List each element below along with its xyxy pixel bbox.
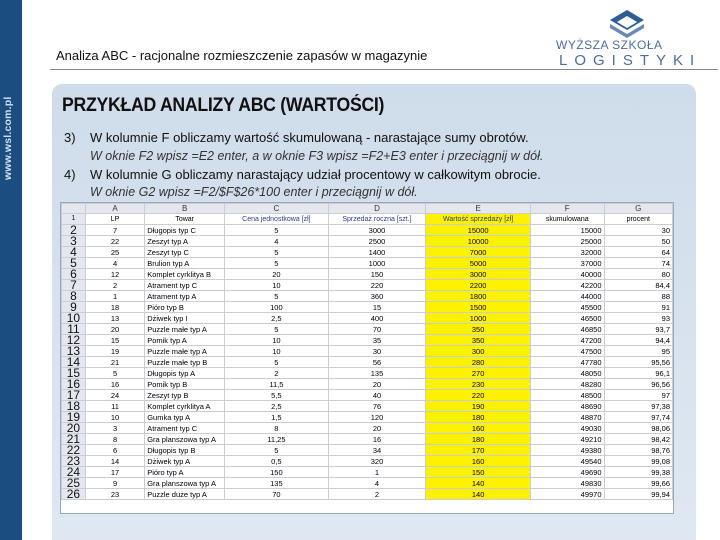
table-cell[interactable]: Atrament typ A — [145, 291, 225, 302]
table-row — [62, 335, 673, 346]
table-cell[interactable]: 74 — [604, 258, 672, 269]
column-letter[interactable]: A — [85, 204, 144, 214]
table-cell[interactable]: 4 — [328, 478, 426, 489]
table-cell[interactable]: 49030 — [530, 423, 604, 434]
table-cell[interactable]: 32000 — [530, 247, 604, 258]
row-number[interactable]: 21 — [62, 434, 86, 445]
table-cell[interactable]: Puzzle duże typ A — [145, 489, 225, 500]
row-number[interactable]: 5 — [62, 258, 86, 269]
row-number[interactable]: 3 — [62, 236, 86, 247]
row-number[interactable]: 20 — [62, 423, 86, 434]
table-row — [62, 456, 673, 467]
table-cell[interactable]: 230 — [426, 379, 531, 390]
table-cell[interactable]: 50 — [604, 236, 672, 247]
table-cell[interactable]: 3 — [85, 423, 144, 434]
step-4-instruction: W oknie G2 wpisz =F2/$F$26*100 enter i przeciągnij w dół. — [90, 185, 418, 199]
table-cell[interactable]: 1000 — [426, 313, 531, 324]
logo-mark-icon — [610, 10, 644, 40]
table-cell[interactable]: 20 — [85, 324, 144, 335]
table-cell[interactable]: 25 — [85, 247, 144, 258]
table-row — [62, 368, 673, 379]
table-cell[interactable]: 5 — [225, 225, 329, 236]
table-row — [62, 467, 673, 478]
table-cell[interactable]: 97,38 — [604, 401, 672, 412]
table-row — [62, 412, 673, 423]
column-letters-row — [62, 204, 673, 214]
table-cell[interactable]: 48690 — [530, 401, 604, 412]
table-row — [62, 236, 673, 247]
table-cell[interactable]: 20 — [328, 423, 426, 434]
table-cell[interactable]: 16 — [85, 379, 144, 390]
table-cell[interactable]: 5 — [225, 258, 329, 269]
table-cell[interactable]: 99,66 — [604, 478, 672, 489]
table-cell[interactable]: 91 — [604, 302, 672, 313]
table-cell[interactable]: 15000 — [426, 225, 531, 236]
table-cell[interactable]: 99,38 — [604, 467, 672, 478]
table-cell[interactable]: 47200 — [530, 335, 604, 346]
table-cell[interactable]: 99,08 — [604, 456, 672, 467]
table-cell[interactable]: 45500 — [530, 302, 604, 313]
row-number[interactable]: 16 — [62, 379, 86, 390]
logo-text-top: WYŻSZA SZKOŁA — [556, 38, 663, 52]
page-title: Analiza ABC - racjonalne rozmieszczenie zapasów w magazynie — [56, 48, 428, 63]
table-cell[interactable]: 49380 — [530, 445, 604, 456]
table-cell[interactable]: 100 — [225, 302, 329, 313]
table-cell[interactable]: 10000 — [426, 236, 531, 247]
table-cell[interactable]: 80 — [604, 269, 672, 280]
row-number[interactable]: 11 — [62, 324, 86, 335]
table-cell[interactable]: 120 — [328, 412, 426, 423]
table-cell[interactable]: 1400 — [328, 247, 426, 258]
table-cell[interactable]: Komplet cyrklitya B — [145, 269, 225, 280]
table-cell[interactable]: 12 — [85, 269, 144, 280]
table-cell[interactable]: 16 — [328, 434, 426, 445]
column-letter[interactable] — [62, 204, 86, 214]
table-cell[interactable]: Pomik typ B — [145, 379, 225, 390]
table-cell[interactable]: 99,94 — [604, 489, 672, 500]
table-cell[interactable]: Pomik typ A — [145, 335, 225, 346]
table-cell[interactable]: 3000 — [328, 225, 426, 236]
table-cell[interactable]: 34 — [328, 445, 426, 456]
table-cell[interactable]: 10 — [225, 335, 329, 346]
table-cell[interactable]: 48500 — [530, 390, 604, 401]
table-cell[interactable]: 2200 — [426, 280, 531, 291]
table-row — [62, 357, 673, 368]
table-cell[interactable]: 140 — [426, 489, 531, 500]
table-cell[interactable]: 15 — [328, 302, 426, 313]
table-cell[interactable]: 400 — [328, 313, 426, 324]
table-cell[interactable]: 4 — [225, 236, 329, 247]
table-cell[interactable]: 49830 — [530, 478, 604, 489]
table-row — [62, 291, 673, 302]
table-cell[interactable]: 19 — [85, 346, 144, 357]
table-cell[interactable]: 160 — [426, 423, 531, 434]
row-number[interactable]: 22 — [62, 445, 86, 456]
table-cell[interactable]: 1500 — [426, 302, 531, 313]
table-cell[interactable]: 40 — [328, 390, 426, 401]
table-cell[interactable]: 46850 — [530, 324, 604, 335]
header-cell[interactable]: Wartość sprzedaży [zł] — [426, 214, 531, 225]
table-cell[interactable]: 1 — [328, 467, 426, 478]
column-letter[interactable]: F — [530, 204, 604, 214]
row-number[interactable]: 12 — [62, 335, 86, 346]
table-cell[interactable]: 150 — [426, 467, 531, 478]
table-cell[interactable]: 23 — [85, 489, 144, 500]
table-cell[interactable]: 98,76 — [604, 445, 672, 456]
step-3-number: 3) — [64, 130, 76, 145]
school-logo — [556, 10, 706, 68]
table-cell[interactable]: 20 — [328, 379, 426, 390]
table-cell[interactable]: 40000 — [530, 269, 604, 280]
row-number[interactable]: 25 — [62, 478, 86, 489]
table-cell[interactable]: 135 — [225, 478, 329, 489]
column-letter[interactable]: D — [328, 204, 426, 214]
table-cell[interactable]: 5 — [85, 368, 144, 379]
table-cell[interactable]: 94,4 — [604, 335, 672, 346]
table-row — [62, 302, 673, 313]
step-4-text: W kolumnie G obliczamy narastający udział procentowy w całkowitym obrocie. — [90, 167, 541, 182]
table-row — [62, 324, 673, 335]
table-cell[interactable]: 30 — [328, 346, 426, 357]
table-cell[interactable]: 8 — [85, 434, 144, 445]
table-cell[interactable]: Gra planszowa typ A — [145, 478, 225, 489]
table-cell[interactable]: 1000 — [328, 258, 426, 269]
row-number[interactable]: 6 — [62, 269, 86, 280]
table-cell[interactable]: Gra planszowa typ A — [145, 434, 225, 445]
table-cell[interactable]: Dżiwek typ I — [145, 313, 225, 324]
row-number[interactable]: 13 — [62, 346, 86, 357]
header-cell[interactable]: Sprzedaż roczna [szt.] — [328, 214, 426, 225]
table-row — [62, 379, 673, 390]
table-cell[interactable]: 76 — [328, 401, 426, 412]
row-number[interactable]: 10 — [62, 313, 86, 324]
table-cell[interactable]: 35 — [328, 335, 426, 346]
table-cell[interactable]: 20 — [225, 269, 329, 280]
table-cell[interactable]: 48280 — [530, 379, 604, 390]
table-cell[interactable]: 5 — [225, 357, 329, 368]
table-cell[interactable]: 70 — [328, 324, 426, 335]
table-cell[interactable]: 180 — [426, 412, 531, 423]
table-cell[interactable]: 9 — [85, 478, 144, 489]
table-cell[interactable]: 97,74 — [604, 412, 672, 423]
table-cell[interactable]: 160 — [426, 456, 531, 467]
table-cell[interactable]: 360 — [328, 291, 426, 302]
table-cell[interactable]: Komplet cyrklitya A — [145, 401, 225, 412]
step-3-text: W kolumnie F obliczamy wartość skumulowaną - narastające sumy obrotów. — [90, 130, 529, 145]
table-cell[interactable]: Pióro typ A — [145, 467, 225, 478]
table-cell[interactable]: 93,7 — [604, 324, 672, 335]
table-cell[interactable]: 350 — [426, 324, 531, 335]
table-cell[interactable]: 2 — [328, 489, 426, 500]
table-cell[interactable]: 98,06 — [604, 423, 672, 434]
table-cell[interactable]: 17 — [85, 467, 144, 478]
table-cell[interactable]: 49540 — [530, 456, 604, 467]
row-number[interactable]: 7 — [62, 280, 86, 291]
table-cell[interactable]: 135 — [328, 368, 426, 379]
table-cell[interactable]: 1 — [85, 291, 144, 302]
table-cell[interactable]: 10 — [225, 280, 329, 291]
table-cell[interactable]: 6 — [85, 445, 144, 456]
row-number[interactable]: 8 — [62, 291, 86, 302]
table-cell[interactable]: 3000 — [426, 269, 531, 280]
table-cell[interactable]: 280 — [426, 357, 531, 368]
table-row — [62, 346, 673, 357]
table-row — [62, 401, 673, 412]
row-number[interactable]: 24 — [62, 467, 86, 478]
table-cell[interactable]: Długopis typ B — [145, 445, 225, 456]
column-letter[interactable]: C — [225, 204, 329, 214]
header-cell[interactable]: Towar — [145, 214, 225, 225]
table-cell[interactable]: 15000 — [530, 225, 604, 236]
table-cell[interactable]: 7 — [85, 225, 144, 236]
table-cell[interactable]: 300 — [426, 346, 531, 357]
table-cell[interactable]: 56 — [328, 357, 426, 368]
table-cell[interactable]: 320 — [328, 456, 426, 467]
table-cell[interactable]: 2500 — [328, 236, 426, 247]
table-cell[interactable]: Długopis typ C — [145, 225, 225, 236]
table-cell[interactable]: Pióro typ B — [145, 302, 225, 313]
slide-heading: PRZYKŁAD ANALIZY ABC (WARTOŚCI) — [62, 95, 385, 116]
table-cell[interactable]: Gumka typ A — [145, 412, 225, 423]
table-cell[interactable]: Długopis typ A — [145, 368, 225, 379]
table-cell[interactable]: 95,56 — [604, 357, 672, 368]
table-cell[interactable]: Atrament typ C — [145, 423, 225, 434]
table-cell[interactable]: 2 — [225, 368, 329, 379]
row-number[interactable]: 9 — [62, 302, 86, 313]
header-divider — [50, 69, 718, 70]
table-cell[interactable]: Zeszyt typ A — [145, 236, 225, 247]
table-cell[interactable]: 2,5 — [225, 313, 329, 324]
table-cell[interactable]: 2,5 — [225, 401, 329, 412]
table-row — [62, 434, 673, 445]
column-letter[interactable]: B — [145, 204, 225, 214]
table-cell[interactable]: Puzzle małe typ A — [145, 324, 225, 335]
table-cell[interactable]: 150 — [225, 467, 329, 478]
table-cell[interactable]: 48050 — [530, 368, 604, 379]
column-letter[interactable]: E — [426, 204, 531, 214]
table-row — [62, 489, 673, 500]
table-cell[interactable]: 0,5 — [225, 456, 329, 467]
spreadsheet — [60, 202, 674, 514]
table-cell[interactable]: 1,5 — [225, 412, 329, 423]
table-cell[interactable]: 220 — [426, 390, 531, 401]
row-number[interactable]: 18 — [62, 401, 86, 412]
table-row — [62, 225, 673, 236]
table-cell[interactable]: 13 — [85, 313, 144, 324]
table-cell[interactable]: 18 — [85, 302, 144, 313]
step-4-number: 4) — [64, 167, 76, 182]
table-cell[interactable]: 150 — [328, 269, 426, 280]
table-cell[interactable]: 93 — [604, 313, 672, 324]
table-cell[interactable]: 10 — [85, 412, 144, 423]
row-number[interactable]: 19 — [62, 412, 86, 423]
row-number[interactable]: 14 — [62, 357, 86, 368]
side-brand-strip: www.wsl.com.pl — [0, 0, 22, 540]
table-cell[interactable]: 270 — [426, 368, 531, 379]
table-cell[interactable]: 5,5 — [225, 390, 329, 401]
table-cell[interactable]: 22 — [85, 236, 144, 247]
table-cell[interactable]: 47780 — [530, 357, 604, 368]
table-cell[interactable]: 25000 — [530, 236, 604, 247]
table-cell[interactable]: 42200 — [530, 280, 604, 291]
logo-text-bottom: LOGISTYKI — [559, 52, 702, 69]
table-cell[interactable]: 4 — [85, 258, 144, 269]
table-cell[interactable]: 140 — [426, 478, 531, 489]
header-cell[interactable]: LP — [85, 214, 144, 225]
table-cell[interactable]: 5 — [225, 445, 329, 456]
table-cell[interactable]: Atrament typ C — [145, 280, 225, 291]
table-cell[interactable]: 190 — [426, 401, 531, 412]
header-cell[interactable]: skumulowana — [530, 214, 604, 225]
table-cell[interactable]: Zeszyt typ B — [145, 390, 225, 401]
table-cell[interactable]: 88 — [604, 291, 672, 302]
table-cell[interactable]: 49210 — [530, 434, 604, 445]
table-cell[interactable]: 11 — [85, 401, 144, 412]
row-number[interactable]: 15 — [62, 368, 86, 379]
table-cell[interactable]: 220 — [328, 280, 426, 291]
table-header-row — [62, 214, 673, 225]
row-number[interactable]: 2 — [62, 225, 86, 236]
table-row — [62, 258, 673, 269]
table-cell[interactable]: 48870 — [530, 412, 604, 423]
row-number[interactable]: 1 — [62, 214, 86, 225]
row-number[interactable]: 4 — [62, 247, 86, 258]
row-number[interactable]: 26 — [62, 489, 86, 500]
table-row — [62, 423, 673, 434]
table-cell[interactable]: 350 — [426, 335, 531, 346]
table-row — [62, 313, 673, 324]
table-row — [62, 269, 673, 280]
table-cell[interactable]: 96,56 — [604, 379, 672, 390]
step-3-instruction: W oknie F2 wpisz =E2 enter, a w oknie F3 wpisz =F2+E3 enter i przeciągnij w dół. — [90, 149, 544, 163]
table-row — [62, 445, 673, 456]
table-cell[interactable]: 11,25 — [225, 434, 329, 445]
table-cell[interactable]: 11,5 — [225, 379, 329, 390]
header-cell[interactable]: procent — [604, 214, 672, 225]
table-cell[interactable]: 7000 — [426, 247, 531, 258]
row-number[interactable]: 17 — [62, 390, 86, 401]
table-cell[interactable]: 96,1 — [604, 368, 672, 379]
table-cell[interactable]: 46500 — [530, 313, 604, 324]
table-cell[interactable]: 5 — [225, 247, 329, 258]
table-cell[interactable]: 15 — [85, 335, 144, 346]
table-cell[interactable]: 5 — [225, 324, 329, 335]
table-cell[interactable]: Brulion typ A — [145, 258, 225, 269]
table-cell[interactable]: 170 — [426, 445, 531, 456]
table-row — [62, 478, 673, 489]
table-cell[interactable]: 2 — [85, 280, 144, 291]
table-cell[interactable]: 98,42 — [604, 434, 672, 445]
table-row — [62, 390, 673, 401]
table-cell[interactable]: 70 — [225, 489, 329, 500]
abc-table — [61, 203, 673, 500]
table-cell[interactable]: 14 — [85, 456, 144, 467]
table-cell[interactable]: 64 — [604, 247, 672, 258]
table-cell[interactable]: Zeszyt typ C — [145, 247, 225, 258]
header-cell[interactable]: Cena jednostkowa [zł] — [225, 214, 329, 225]
row-number[interactable]: 23 — [62, 456, 86, 467]
table-cell[interactable]: 5 — [225, 291, 329, 302]
table-cell[interactable]: 1800 — [426, 291, 531, 302]
table-cell[interactable]: 37000 — [530, 258, 604, 269]
table-row — [62, 247, 673, 258]
table-cell[interactable]: 10 — [225, 346, 329, 357]
table-cell[interactable]: 95 — [604, 346, 672, 357]
table-cell[interactable]: 49690 — [530, 467, 604, 478]
table-cell[interactable]: Dżiwek typ A — [145, 456, 225, 467]
table-cell[interactable]: 30 — [604, 225, 672, 236]
table-cell[interactable]: 49970 — [530, 489, 604, 500]
column-letter[interactable]: G — [604, 204, 672, 214]
table-cell[interactable]: 84,4 — [604, 280, 672, 291]
table-cell[interactable]: Puzzle małe typ A — [145, 346, 225, 357]
table-cell[interactable]: 180 — [426, 434, 531, 445]
table-cell[interactable]: 47500 — [530, 346, 604, 357]
table-cell[interactable]: 21 — [85, 357, 144, 368]
table-cell[interactable]: 5000 — [426, 258, 531, 269]
table-cell[interactable]: 97 — [604, 390, 672, 401]
table-cell[interactable]: 44000 — [530, 291, 604, 302]
table-row — [62, 280, 673, 291]
table-cell[interactable]: 24 — [85, 390, 144, 401]
table-cell[interactable]: Puzzle małe typ B — [145, 357, 225, 368]
table-cell[interactable]: 8 — [225, 423, 329, 434]
